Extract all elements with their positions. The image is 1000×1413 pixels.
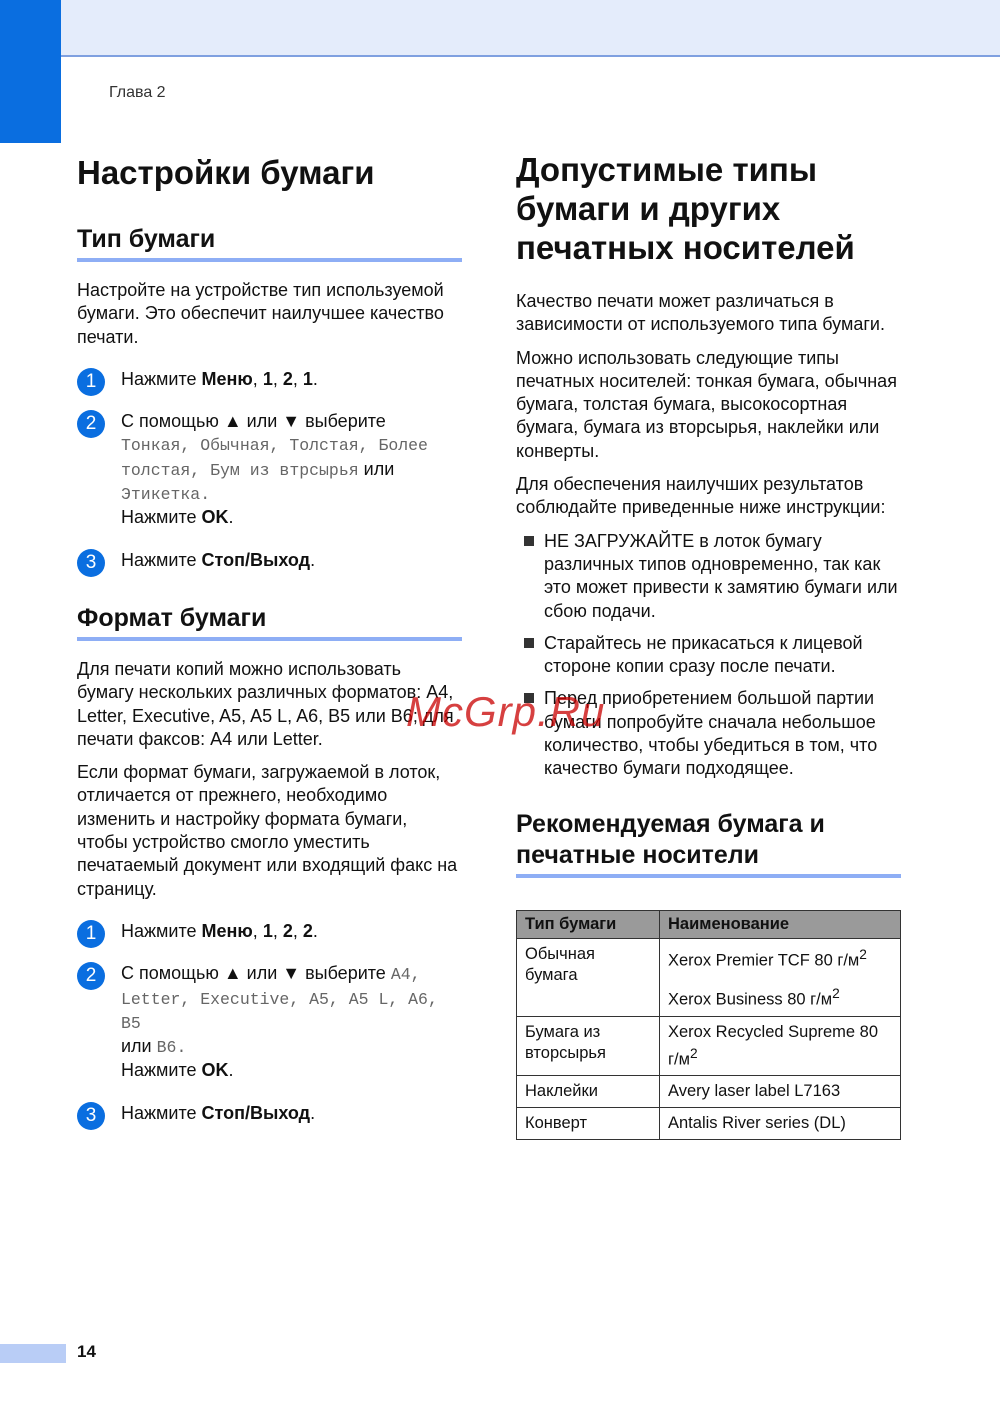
table-row: Наклейки Avery laser label L7163 xyxy=(517,1076,901,1108)
header-band xyxy=(0,0,1000,57)
paper-size-step-2: 2 С помощью ▲ или ▼ выберите A4, Letter, Executive, A5, A5 L, A6, B5 или B6. Нажмите OK. xyxy=(77,962,462,1082)
paper-size-para-1: Для печати копий можно использовать бумагу нескольких различных форматов: A4, Letter, Executive, A5, A5 L, A6, B5 или B6; для печати факсов: A4 или Letter. xyxy=(77,658,454,749)
stop-exit-key: Стоп/Выход xyxy=(201,549,311,570)
left-column xyxy=(77,150,462,1125)
step-number-2: 2 xyxy=(77,962,105,990)
section-title-media-types: Допустимые типы бумаги и других печатных носителей xyxy=(516,151,855,266)
column-header-name: Наименование xyxy=(660,910,901,938)
chapter-label: Глава 2 xyxy=(109,84,166,101)
media-para-2: Можно использовать следующие типы печатных носителей: тонкая бумага, обычная бумага, толстая бумага, высокосортная бумага, бумага из вторсырья, наклейки или конверты. xyxy=(516,347,897,461)
paper-type-intro: Настройте на устройстве тип используемой бумаги. Это обеспечит наилучшее качество печати. xyxy=(77,280,444,347)
paper-type-options: Тонкая, Обычная, Толстая, Более толстая, Бум из втрсырья xyxy=(121,436,428,480)
table-row: Обычная бумага Xerox Premier TCF 80 $г/м^2$ Xerox Business 80 $г/м^2$ xyxy=(517,938,901,1016)
bullet-square-icon xyxy=(524,638,534,648)
column-header-type: Тип бумаги xyxy=(517,910,660,938)
footer-bar xyxy=(0,1344,66,1363)
step-number-3: 3 xyxy=(77,1102,105,1130)
table-header-row xyxy=(517,910,901,938)
table-row: Бумага из вторсырья Xerox Recycled Supreme 80 $г/м^2$ xyxy=(517,1016,901,1076)
table-row: Конверт Antalis River series (DL) xyxy=(517,1108,901,1140)
media-para-1: Качество печати может различаться в зависимости от используемого типа бумаги. xyxy=(516,291,885,335)
step-number-1: 1 xyxy=(77,368,105,396)
paper-type-step-2: 2 С помощью ▲ или ▼ выберите Тонкая, Обычная, Толстая, Более толстая, Бум из втрсырья или Этикетка. Нажмите OK. xyxy=(77,410,462,529)
paper-size-para-2: Если формат бумаги, загружаемой в лоток, отличается от прежнего, необходимо изменить и настройку формата бумаги, чтобы устройство смогло уместить печатаемый документ или входящий факс на страницу. xyxy=(77,762,458,899)
subheading-paper-size: Формат бумаги xyxy=(77,603,462,641)
right-column xyxy=(516,150,901,1140)
page-number: 14 xyxy=(77,1342,96,1361)
step-number-2: 2 xyxy=(77,410,105,438)
subheading-paper-type: Тип бумаги xyxy=(77,224,462,262)
menu-key: Меню xyxy=(201,920,253,941)
paper-size-step-1: 1 Нажмите Меню, 1, 2, 2. xyxy=(77,920,462,943)
paper-size-step-3: 3 Нажмите Стоп/Выход. xyxy=(77,1102,462,1125)
watermark: McGrp.Ru xyxy=(406,688,606,735)
menu-key: Меню xyxy=(201,368,253,389)
step-number-3: 3 xyxy=(77,549,105,577)
section-title-paper-settings: Настройки бумаги xyxy=(77,154,375,191)
chapter-tab xyxy=(0,0,61,143)
media-para-3: Для обеспечения наилучших результатов соблюдайте приведенные ниже инструкции: xyxy=(516,474,886,518)
step-number-1: 1 xyxy=(77,920,105,948)
bullet-square-icon xyxy=(524,536,534,546)
ok-key: OK xyxy=(201,1060,229,1081)
recommended-paper-table xyxy=(516,910,901,1141)
subheading-recommended-paper: Рекомендуемая бумага и печатные носители xyxy=(516,809,901,878)
paper-size-options: A4, Letter, Executive, A5, A5 L, A6, B5 xyxy=(121,965,438,1033)
bullet-item: Перед приобретением большой партии бумаги попробуйте сначала небольшое количество, чтобы убедиться в том, что качество бумаги подходящее. xyxy=(516,687,901,780)
stop-exit-key: Стоп/Выход xyxy=(201,1102,311,1123)
bullet-item: НЕ ЗАГРУЖАЙТЕ в лоток бумагу различных типов одновременно, так как это может привести к замятию бумаги или сбою подачи. xyxy=(516,530,901,623)
ok-key: OK xyxy=(201,507,229,528)
paper-type-step-1: 1 Нажмите Меню, 1, 2, 1. xyxy=(77,368,462,391)
paper-type-step-3: 3 Нажмите Стоп/Выход. xyxy=(77,549,462,572)
bullet-item: Старайтесь не прикасаться к лицевой стороне копии сразу после печати. xyxy=(516,632,901,679)
